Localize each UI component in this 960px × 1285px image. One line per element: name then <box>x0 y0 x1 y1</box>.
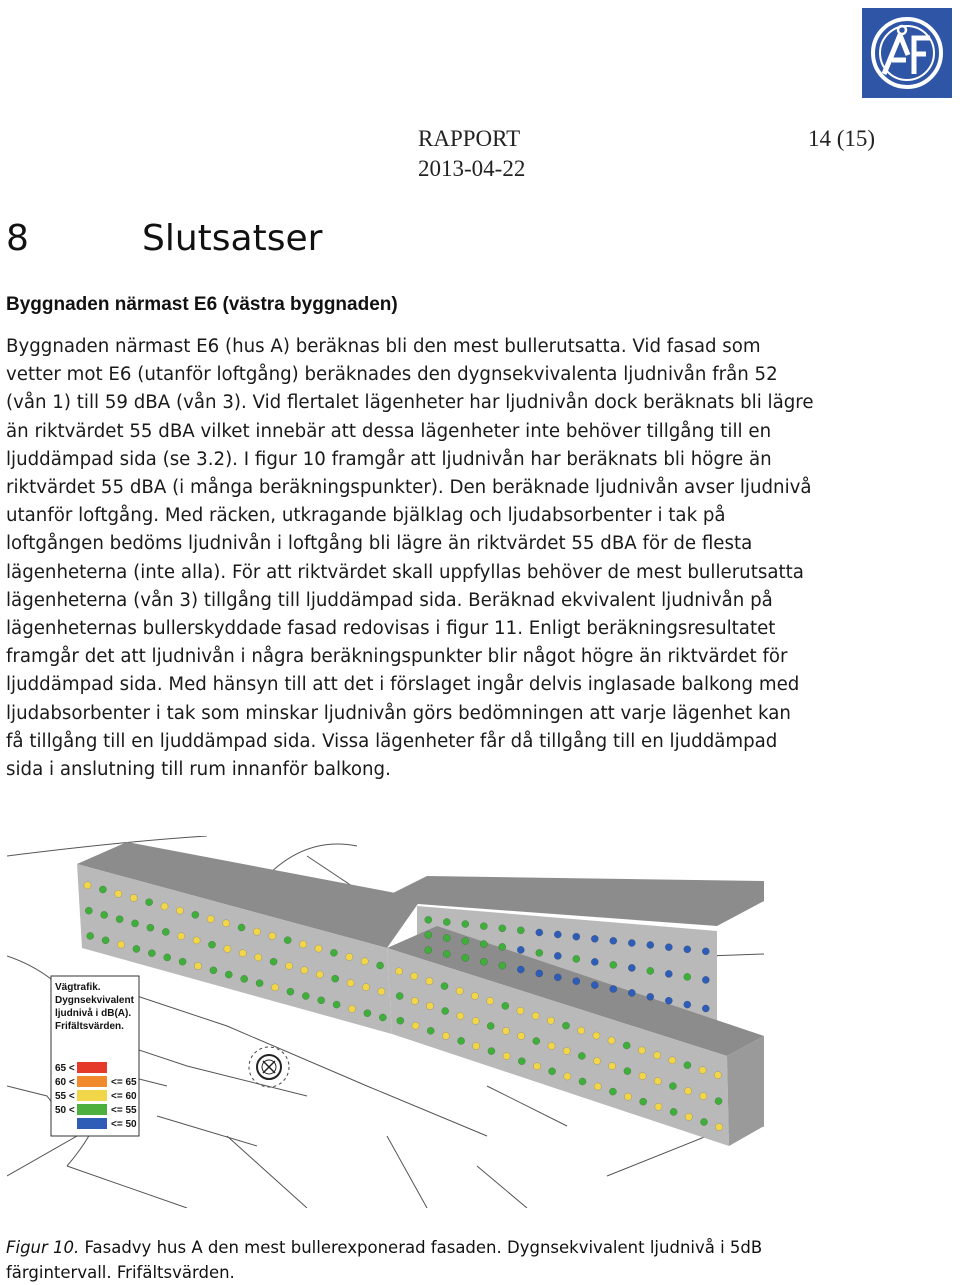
facade-dot <box>549 1068 556 1075</box>
facade-dot <box>624 1068 631 1075</box>
facade-dot <box>579 1078 586 1085</box>
facade-dot <box>684 1062 691 1069</box>
facade-dot <box>625 1093 632 1100</box>
legend-low-label: 55 < <box>55 1091 75 1102</box>
facade-dot <box>647 993 654 1000</box>
facade-dot <box>425 916 432 923</box>
facade-dot <box>638 1047 645 1054</box>
facade-dot <box>517 927 524 934</box>
facade-dot <box>397 1017 404 1024</box>
facade-dot <box>700 1118 707 1125</box>
facade-dot <box>499 925 506 932</box>
facade-dot <box>685 1113 692 1120</box>
facade-dot <box>207 916 214 923</box>
facade-dot <box>162 928 169 935</box>
facade-dot <box>536 949 543 956</box>
facade-dot <box>503 1053 510 1060</box>
facade-dot <box>193 937 200 944</box>
facade-dot <box>608 1037 615 1044</box>
facade-dot <box>411 997 418 1004</box>
facade-dot <box>517 946 524 953</box>
facade-dot <box>654 1078 661 1085</box>
facade-dot <box>101 911 108 918</box>
facade-dot <box>102 937 109 944</box>
facade-dot <box>610 961 617 968</box>
facade-dot <box>161 903 168 910</box>
facade-dot <box>315 945 322 952</box>
paragraph-line: loftgången bedöms ljudnivån i loftgång bli lägre än riktvärdet 55 dBA för de flesta <box>6 533 753 555</box>
facade-dot <box>253 928 260 935</box>
paragraph-line: sida i anslutning till rum innanför balkong. <box>6 759 391 781</box>
facade-dot <box>348 1005 355 1012</box>
facade-dot <box>702 976 709 983</box>
body-paragraph <box>6 333 836 784</box>
facade-dot <box>647 941 654 948</box>
facade-dot <box>702 1005 709 1012</box>
facade-dot <box>238 924 245 931</box>
section-title: Slutsatser <box>142 218 323 259</box>
facade-dot <box>87 932 94 939</box>
facade-dot <box>518 1032 525 1039</box>
facade-dot <box>578 1027 585 1034</box>
facade-dot <box>533 1063 540 1070</box>
facade-dot <box>480 923 487 930</box>
facade-dot <box>301 967 308 974</box>
facade-dot <box>609 1063 616 1070</box>
facade-dot <box>241 975 248 982</box>
facade-dot <box>654 1052 661 1059</box>
facade-dot <box>364 1010 371 1017</box>
facade-dot <box>99 886 106 893</box>
facade-dot <box>591 982 598 989</box>
paragraph-line: framgår det att ljudnivån i några beräkningspunkter blir något högre än riktvärdet för <box>6 646 788 668</box>
facade-dot <box>593 1057 600 1064</box>
facade-dot <box>426 1002 433 1009</box>
facade-dot <box>578 1052 585 1059</box>
facade-dot <box>179 958 186 965</box>
report-date: 2013-04-22 <box>418 156 526 181</box>
facade-dot <box>628 964 635 971</box>
paragraph-line: utanför loftgång. Med räcken, utkragande bjälklag och ljudabsorbenter i tak på <box>6 505 726 527</box>
facade-dot <box>457 1012 464 1019</box>
facade-dot <box>255 954 262 961</box>
facade-dot <box>256 980 263 987</box>
facade-dot <box>715 1098 722 1105</box>
facade-dot <box>609 1088 616 1095</box>
facade-dot <box>84 882 91 889</box>
section-heading <box>6 218 322 259</box>
facade-dot <box>346 953 353 960</box>
facade-dot <box>194 962 201 969</box>
facade-dot <box>332 975 339 982</box>
legend-high-label: <= 50 <box>111 1119 137 1130</box>
facade-dot <box>610 937 617 944</box>
facade-dot <box>271 984 278 991</box>
facade-dot <box>684 946 691 953</box>
facade-dot <box>471 992 478 999</box>
facade-dot <box>146 899 153 906</box>
facade-dot <box>502 1027 509 1034</box>
facade-dot <box>669 1057 676 1064</box>
facade-dot <box>536 970 543 977</box>
facade-dot <box>458 1037 465 1044</box>
facade-dot <box>316 971 323 978</box>
facade-dot <box>362 984 369 991</box>
paragraph-line: än riktvärdet 55 dBA vilket innebär att dessa lägenheter inte behöver tillgång till en <box>6 420 772 442</box>
paragraph-line: lägenheterna (inte alla). För att riktvärdet skall uppfyllas behöver de mest bullerutsatta <box>6 561 804 583</box>
legend-swatch <box>77 1062 107 1073</box>
facade-dot <box>361 958 368 965</box>
facade-dot <box>699 1067 706 1074</box>
facade-dot <box>425 947 432 954</box>
legend-swatch <box>77 1104 107 1115</box>
facade-dot <box>133 945 140 952</box>
paragraph-line: riktvärdet 55 dBA (i många beräkningspunkter). Den beräknade ljudnivån avser ljudnivå <box>6 477 812 499</box>
legend-title-line: ljudnivå i dB(A). <box>55 1008 132 1019</box>
facade-dot <box>441 983 448 990</box>
facade-dot <box>443 934 450 941</box>
caption-text: Fasadvy hus A den mest bullerexponerad fasaden. Dygnsekvivalent ljudnivå i 5dB <box>79 1238 763 1257</box>
facade-dot <box>591 958 598 965</box>
legend-high-label: <= 60 <box>111 1091 137 1102</box>
caption-text-2: färgintervall. Frifältsvärden. <box>6 1263 235 1282</box>
facade-dot <box>670 1108 677 1115</box>
facade-dot <box>270 958 277 965</box>
facade-dot <box>178 933 185 940</box>
facade-dot <box>347 979 354 986</box>
facade-dot <box>224 945 231 952</box>
facade-dot <box>554 931 561 938</box>
facade-dot <box>427 1027 434 1034</box>
facade-dot <box>130 894 137 901</box>
facade-dot <box>379 1014 386 1021</box>
facade-dot <box>411 973 418 980</box>
facade-dot <box>714 1072 721 1079</box>
facade-dot <box>225 971 232 978</box>
paragraph-line: Byggnaden närmast E6 (hus A) beräknas bli den mest bullerutsatta. Vid fasad som <box>6 336 761 357</box>
facade-dot <box>502 1002 509 1009</box>
facade-dot <box>425 931 432 938</box>
facade-dot <box>176 907 183 914</box>
paragraph-line: (vån 1) till 59 dBA (vån 3). Vid flertalet lägenheter har ljudnivån dock beräknats bli lägre <box>6 392 814 414</box>
facade-dot <box>665 997 672 1004</box>
facade-dot <box>426 978 433 985</box>
facade-dot <box>377 962 384 969</box>
facade-dot <box>564 1073 571 1080</box>
legend-low-label: 60 < <box>55 1077 75 1088</box>
facade-dot <box>623 1042 630 1049</box>
facade-dot <box>115 890 122 897</box>
facade-dot <box>287 988 294 995</box>
facade-dot <box>284 937 291 944</box>
facade-dot <box>591 935 598 942</box>
paragraph-line: ljuddämpad sida. Med hänsyn till att det i förslaget ingår delvis inglasade balkong med <box>6 674 800 696</box>
facade-dot <box>518 1058 525 1065</box>
legend-swatch <box>77 1118 107 1129</box>
facade-dot <box>480 940 487 947</box>
facade-dot <box>192 911 199 918</box>
facade-dot <box>488 1048 495 1055</box>
facade-dot <box>562 1022 569 1029</box>
legend-low-label: 65 < <box>55 1063 75 1074</box>
facade-dot <box>462 920 469 927</box>
facade-dot <box>640 1098 647 1105</box>
legend-high-label: <= 55 <box>111 1105 137 1116</box>
facade-dot <box>223 920 230 927</box>
facade-dot <box>655 1103 662 1110</box>
facade-dot <box>536 929 543 936</box>
facade-dot <box>443 918 450 925</box>
paragraph-line: få tillgång till en ljuddämpad sida. Vissa lägenheter får då tillgång till en ljuddämpad <box>6 730 778 752</box>
facade-dot <box>487 1022 494 1029</box>
facade-noise-figure <box>7 836 764 1208</box>
legend-high-label: <= 65 <box>111 1077 137 1088</box>
facade-dot <box>164 954 171 961</box>
facade-dot <box>378 988 385 995</box>
paragraph-line: vetter mot E6 (utanför loftgång) beräknades den dygnsekvivalenta ljudnivån från 52 <box>6 364 778 386</box>
facade-dot <box>395 968 402 975</box>
facade-dot <box>547 1017 554 1024</box>
legend-swatch <box>77 1076 107 1087</box>
facade-dot <box>85 907 92 914</box>
report-title: RAPPORT <box>418 126 521 151</box>
facade-dot <box>300 941 307 948</box>
facade-dot <box>554 952 561 959</box>
facade-dot <box>208 941 215 948</box>
facade-dot <box>396 992 403 999</box>
subheading: Byggnaden närmast E6 (västra byggnaden) <box>6 294 398 315</box>
facade-dot <box>548 1042 555 1049</box>
facade-dot <box>684 1001 691 1008</box>
facade-dot <box>318 997 325 1004</box>
facade-dot <box>628 989 635 996</box>
facade-dot <box>480 958 487 965</box>
facade-dot <box>269 932 276 939</box>
facade-dot <box>462 954 469 961</box>
facade-dot <box>665 944 672 951</box>
facade-dot <box>573 933 580 940</box>
facade-dot <box>533 1037 540 1044</box>
legend-swatch <box>77 1090 107 1101</box>
caption-label: Figur 10. <box>6 1238 80 1257</box>
page-number: 14 (15) <box>808 126 876 151</box>
legend-low-label: 50 < <box>55 1105 75 1116</box>
facade-dot <box>702 948 709 955</box>
facade-dot <box>116 916 123 923</box>
facade-dot <box>517 966 524 973</box>
facade-dot <box>685 1088 692 1095</box>
facade-dot <box>117 941 124 948</box>
facade-dot <box>669 1083 676 1090</box>
facade-dot <box>499 943 506 950</box>
facade-dot <box>487 997 494 1004</box>
facade-dot <box>517 1007 524 1014</box>
legend-title-line: Frifältsvärden. <box>55 1021 124 1032</box>
facade-dot <box>554 974 561 981</box>
figure-caption <box>6 1235 906 1285</box>
facade-dot <box>472 1017 479 1024</box>
facade-dot <box>684 973 691 980</box>
facade-dot <box>443 950 450 957</box>
facade-dot <box>285 962 292 969</box>
facade-dot <box>532 1012 539 1019</box>
paragraph-line: ljudabsorbenter i tak som minskar ljudnivån görs bedömningen att varje lägenhet kan <box>6 702 791 724</box>
facade-dot <box>573 978 580 985</box>
facade-dot <box>210 967 217 974</box>
facade-dot <box>716 1124 723 1131</box>
facade-dot <box>442 1032 449 1039</box>
facade-dot <box>442 1007 449 1014</box>
facade-dot <box>462 937 469 944</box>
facade-dot <box>639 1073 646 1080</box>
facade-dot <box>333 1001 340 1008</box>
paragraph-line: ljuddämpad sida (se 3.2). I figur 10 framgår att ljudnivån har beräknats bli högre än <box>6 448 772 470</box>
af-logo <box>862 8 952 98</box>
facade-dot <box>628 939 635 946</box>
paragraph-line: lägenheternas bullerskyddade fasad redovisas i figur 11. Enligt beräkningsresultatet <box>6 618 776 640</box>
facade-dot <box>499 962 506 969</box>
facade-dot <box>412 1022 419 1029</box>
facade-dot <box>647 967 654 974</box>
facade-dot <box>594 1083 601 1090</box>
legend-title-line: Vägtrafik. <box>55 982 101 993</box>
facade-dot <box>573 955 580 962</box>
facade-dot <box>456 988 463 995</box>
legend-title-line: Dygnsekvivalent <box>55 995 134 1006</box>
facade-dot <box>302 992 309 999</box>
figure-legend <box>51 976 139 1136</box>
facade-dot <box>148 950 155 957</box>
section-number: 8 <box>6 218 29 259</box>
paragraph-line: lägenheterna (vån 3) tillgång till ljuddämpad sida. Beräknad ekvivalent ljudnivån på <box>6 589 773 611</box>
facade-dot <box>593 1032 600 1039</box>
facade-dot <box>665 970 672 977</box>
facade-dot <box>610 985 617 992</box>
facade-dot <box>700 1093 707 1100</box>
facade-dot <box>147 924 154 931</box>
facade-dot <box>473 1042 480 1049</box>
facade-dot <box>563 1047 570 1054</box>
facade-dot <box>131 920 138 927</box>
facade-dot <box>239 950 246 957</box>
facade-dot <box>330 949 337 956</box>
